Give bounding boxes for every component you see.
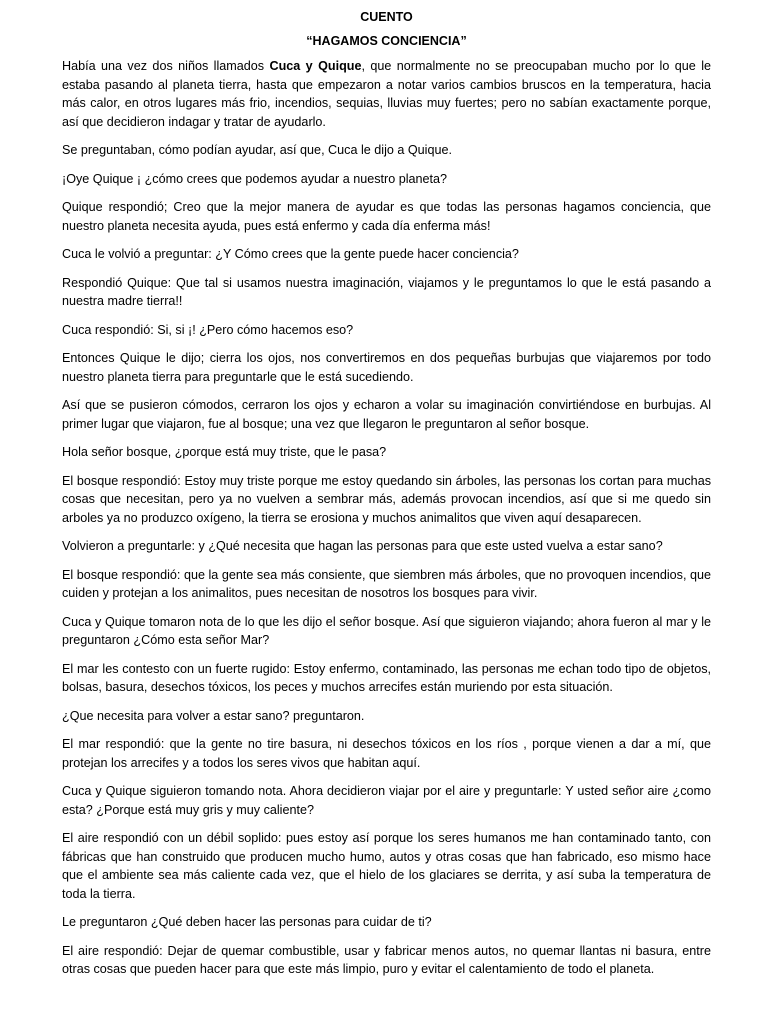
paragraph-13: El bosque respondió: que la gente sea más consiente, que siembren más árboles, que no provoquen incendios, que cuiden y protejan a los animalitos, pues necesitan de nosotros los bosques para vivir. xyxy=(62,567,711,600)
paragraph-1 xyxy=(62,57,711,131)
paragraph-9: Así que se pusieron cómodos, cerraron los ojos y echaron a volar su imaginación convirtiéndose en burbujas. Al primer lugar que viajaron, fue al bosque; una vez que llegaron le preguntaron al señor bosque. xyxy=(62,398,711,431)
paragraph-12: Volvieron a preguntarle: y ¿Qué necesita que hagan las personas para que este usted vuelva a estar sano? xyxy=(62,539,663,553)
paragraph-7: Cuca respondió: Si, si ¡! ¿Pero cómo hacemos eso? xyxy=(62,322,354,337)
paragraph-4: Quique respondió; Creo que la mejor manera de ayudar es que todas las personas hagamos conciencia, que nuestro planeta necesita ayuda, pues está enfermo y cada día enferma más! xyxy=(62,200,711,233)
paragraph-10: Hola señor bosque, ¿porque está muy triste, que le pasa? xyxy=(62,445,387,459)
paragraph-1-rest: , que normalmente no se preocupaban mucho por lo que le estaba pasando al planeta tierra, hasta que empezaron a notar varios cambios bruscos en la temperatura, hacia más calor, en otros lugares más frio, incendios, sequias, lluvias muy fuertes; pero no sabían exactamente porque, así que decidieron indagar y tratar de ayudarlo. xyxy=(62,59,711,129)
paragraph-16: ¿Que necesita para volver a estar sano? preguntaron. xyxy=(62,708,365,723)
document-title: “HAGAMOS CONCIENCIA” xyxy=(306,34,467,48)
paragraph-11: El bosque respondió: Estoy muy triste porque me estoy quedando sin árboles, las personas los cortan para muchas cosas que necesitan, pero ya no vuelven a sembrar más, además provocan incendios, así que si me quedo sin arboles ya no produzco oxígeno, la tierra se erosiona y muchos animalitos que viven aquí desaparecen. xyxy=(62,473,711,525)
paragraph-18: Cuca y Quique siguieron tomando nota. Ahora decidieron viajar por el aire y preguntarle: Y usted señor aire ¿como esta? ¿Porque está muy gris y muy caliente? xyxy=(62,784,711,817)
paragraph-5: Cuca le volvió a preguntar: ¿Y Cómo crees que la gente puede hacer conciencia? xyxy=(62,247,519,261)
paragraph-19: El aire respondió con un débil soplido: pues estoy así porque los seres humanos me han contaminado tanto, con fábricas que han construido que producen mucho humo, autos y otras cosas que han fabricado, eso mismo hace que el ambiente sea más caliente cada vez, que el hielo de los glaciares se derrita, y así suba la temperatura de toda la tierra. xyxy=(62,831,711,901)
paragraph-15: El mar les contesto con un fuerte rugido: Estoy enfermo, contaminado, las personas me echan todo tipo de objetos, bolsas, basura, desechos tóxicos, los peces y muchos arrecifes están muriendo por esta situación. xyxy=(62,661,711,694)
paragraph-21: El aire respondió: Dejar de quemar combustible, usar y fabricar menos autos, no quemar llantas ni basura, entre otras cosas que pueden hacer para que este más limpio, puro y evitar el calentamiento de todo el planeta. xyxy=(62,943,711,976)
paragraph-6: Respondió Quique: Que tal si usamos nuestra imaginación, viajamos y le preguntamos lo que le está pasando a nuestra madre tierra!! xyxy=(62,275,711,308)
paragraph-1-intro: Había una vez dos niños llamados xyxy=(62,59,270,73)
paragraph-8: Entonces Quique le dijo; cierra los ojos, nos convertiremos en dos pequeñas burbujas que viajaremos por todo nuestro planeta tierra para preguntarle que le está sucediendo. xyxy=(62,351,711,384)
paragraph-17: El mar respondió: que la gente no tire basura, ni desechos tóxicos en los ríos , porque vienen a dar a mí, que protejan los arrecifes y a todos los seres vivos que habitan aquí. xyxy=(62,737,711,770)
paragraph-14: Cuca y Quique tomaron nota de lo que les dijo el señor bosque. Así que siguieron viajando; ahora fueron al mar y le preguntaron ¿Cómo esta señor Mar? xyxy=(62,614,711,647)
paragraph-20: Le preguntaron ¿Qué deben hacer las personas para cuidar de ti? xyxy=(62,915,432,929)
document-label: CUENTO xyxy=(360,10,413,24)
paragraph-3: ¡Oye Quique ¡ ¿cómo crees que podemos ayudar a nuestro planeta? xyxy=(62,171,448,186)
paragraph-2: Se preguntaban, cómo podían ayudar, así que, Cuca le dijo a Quique. xyxy=(62,143,452,157)
character-names: Cuca y Quique xyxy=(269,59,362,73)
